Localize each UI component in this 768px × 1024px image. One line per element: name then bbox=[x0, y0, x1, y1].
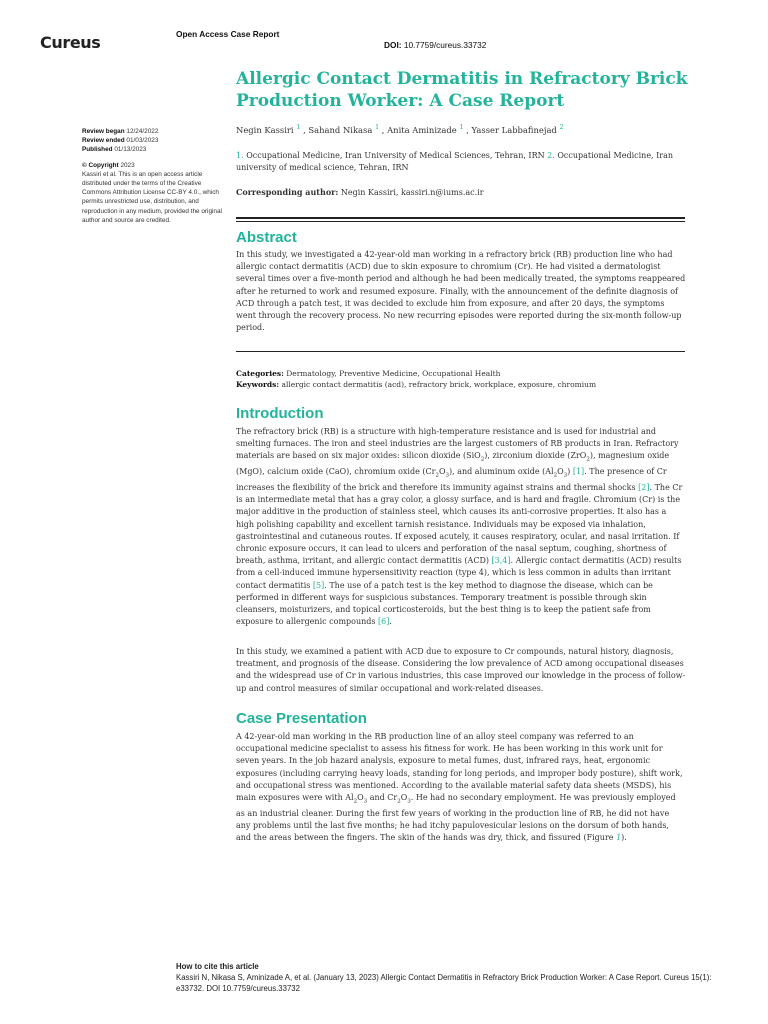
citation-text: Kassiri N, Nikasa S, Aminizade A, et al. (January 13, 2023) Allergic Contact Dermatitis in Refractory Brick Production Worker: A Case Report. Cureus 15(1): e33732. DOI 10.7759/cureus.33732 bbox=[176, 973, 712, 993]
categories bbox=[236, 368, 686, 379]
citation-heading: How to cite this article bbox=[176, 962, 259, 971]
author-affiliation[interactable]: 1 bbox=[374, 123, 380, 131]
doi[interactable] bbox=[384, 40, 486, 50]
doi-value[interactable]: 10.7759/cureus.33732 bbox=[403, 40, 487, 50]
corresponding-author bbox=[236, 187, 686, 197]
reference-link[interactable]: [2] bbox=[638, 483, 650, 492]
affiliation-number: 1. bbox=[236, 151, 244, 160]
copyright-year: 2023 bbox=[120, 161, 135, 169]
introduction-paragraph: The refractory brick (RB) is a structure with high-temperature resistance and is used for industrial and smelting furnaces. The iron and steel industries are the largest customers of RB products in Iran. Refractory materials are based on six major oxides: silicon dioxide (SiO$_2$), zirconium dioxide (ZrO$_2$), magnesium oxide (MgO), calcium oxide (CaO), chromium oxide $(Cr_2O_3)$, and aluminum oxide $(Al_2O_3)$ [1]. The presence of Cr increases the flexibility of the brick and therefore its immunity against strains and thermal shocks [2]. The Cr is an intermediate metal that has a gray color, a glossy surface, and is hard and fragile. Chromium (Cr) is the major additive in the production of stainless steel, which causes its anti-corrosive properties. It also has a high polishing capability and excellent tarnish resistance. Individuals may be exposed via inhalation, gastrointestinal and cutaneous routes. If exposed acutely, it causes respiratory, ocular, and nasal irritation. If chronic exposure occurs, it can lead to ulcers and perforation of the nasal septum, coughing, shortness of breath, asthma, irritant, and allergic contact dermatitis (ACD) [3,4]. Allergic contact dermatitis (ACD) results from a cell-induced immune hypersensitivity reaction (type 4), which is less common in adults than irritant contact dermatitis [5]. The use of a patch test is the key method to diagnose the disease, which can be performed in different ways for suspicious substances. Temporary treatment is possible through skin cleansers, moisturizers, and topical corticosteroids, but the best thing is to keep the patient safe from exposure to allergenic compounds [6]. bbox=[236, 427, 683, 627]
author-name[interactable]: Sahand Nikasa bbox=[308, 124, 373, 135]
review-began bbox=[82, 127, 222, 136]
keywords bbox=[236, 379, 686, 390]
keywords-value: allergic contact dermatitis (acd), refractory brick, workplace, exposure, chromium bbox=[281, 380, 597, 389]
affiliations bbox=[236, 150, 686, 174]
author-name[interactable]: Anita Aminizade bbox=[387, 124, 457, 135]
categories-keywords bbox=[236, 368, 686, 390]
copyright-label: © Copyright bbox=[82, 161, 119, 169]
introduction-heading: Introduction bbox=[236, 405, 324, 422]
categories-label: Categories: bbox=[236, 369, 284, 378]
reference-link[interactable]: [6] bbox=[378, 617, 390, 627]
author-affiliation[interactable]: 2 bbox=[559, 123, 564, 131]
author-name[interactable]: Negin Kassiri bbox=[236, 124, 294, 135]
journal-logo: Cureus bbox=[40, 33, 101, 52]
keywords-label: Keywords: bbox=[236, 380, 280, 389]
author-list: Negin Kassiri $^1$ , Sahand Nikasa $^1$ , Anita Aminizade $^1$ , Yasser Labbafinejad $^2$ bbox=[236, 123, 564, 135]
case-presentation-heading: Case Presentation bbox=[236, 710, 367, 727]
citation-footer bbox=[176, 961, 736, 994]
review-sidebar bbox=[82, 127, 222, 225]
figure-link[interactable]: 1 bbox=[616, 833, 622, 843]
article-title: Allergic Contact Dermatitis in Refractory Brick Production Worker: A Case Report bbox=[236, 69, 688, 111]
review-began-date: 12/24/2022 bbox=[126, 128, 159, 135]
reference-link[interactable]: [1] bbox=[572, 467, 585, 477]
author-affiliation[interactable]: 1 bbox=[459, 123, 464, 131]
abstract-heading: Abstract bbox=[236, 229, 297, 246]
document-type: Open Access Case Report bbox=[176, 29, 280, 39]
reference-link[interactable]: [3,4] bbox=[491, 556, 511, 566]
affiliation-text: Occupational Medicine, Iran University of Medical Sciences, Tehran, IRN bbox=[246, 151, 545, 160]
section-divider bbox=[236, 217, 685, 222]
case-presentation-paragraph: A 42-year-old man working in the RB production line of an alloy steel company was referred to an occupational medicine specialist to assess his fitness for work. He has been working in this work unit for seven years. In the job hazard analysis, exposure to metal fumes, dust, infrared rays, heat, ergonomic exposures (including carrying heavy loads, standing for long periods, and improper body posture), shift work, and occupational stress was mentioned. According to the available material safety data sheets (MSDS), his main exposures were with $Al_2O_3$ and $Cr_2O_3$. He had no secondary employment. He was previously employed as an industrial cleaner. During the first few years of working in the production line of RB, he did not have any problems until the last five months; he had itchy papulovesicular lesions on the dorsum of both hands, and the areas between the fingers. The skin of the hands was dry, thick, and fissured (Figure 1). bbox=[236, 732, 683, 843]
section-divider bbox=[236, 351, 685, 352]
categories-value[interactable]: Dermatology, Preventive Medicine, Occupational Health bbox=[286, 369, 501, 378]
corresponding-value[interactable]: Negin Kassiri, kassiri.n@iums.ac.ir bbox=[340, 188, 484, 197]
published-date: 01/13/2023 bbox=[114, 146, 147, 154]
review-ended-label: Review ended bbox=[82, 137, 125, 145]
introduction-paragraph: In this study, we examined a patient with ACD due to exposure to Cr compounds, natural history, diagnosis, treatment, and prognosis of the disease. Considering the low prevalence of ACD among occupational diseases and the widespread use of Cr in various industries, this case improved our knowledge in the process of follow-up and control measures of similar occupational and work-related diseases. bbox=[236, 647, 686, 693]
review-ended bbox=[82, 136, 222, 145]
doi-label: DOI: bbox=[384, 40, 402, 50]
author-name[interactable]: Yasser Labbafinejad bbox=[471, 124, 557, 135]
affiliation-text: Occupational Medicine, Iran university of medical science, Tehran, IRN bbox=[236, 151, 674, 172]
published bbox=[82, 145, 222, 154]
published-label: Published bbox=[82, 146, 113, 154]
review-began-label: Review began bbox=[82, 128, 125, 135]
review-ended-date: 01/03/2023 bbox=[126, 137, 159, 145]
license-text: Kassiri et al. This is an open access article distributed under the terms of the Creative Commons Attribution License CC-BY 4.0., which permits unrestricted use, distribution, and reproduction in any medium, provided the original author and source are credited. bbox=[82, 170, 222, 224]
abstract-text: In this study, we investigated a 42-year-old man working in a refractory brick (RB) production line who had allergic contact dermatitis (ACD) due to skin exposure to chromium (Cr). He had visited a dermatologist several times over a five-month period and although he had been medically treated, the symptoms reappeared after he returned to work and resumed exposure. Finally, with the announcement of the definite diagnosis of ACD through a patch test, it was decided to exclude him from exposure, and after 20 days, the symptoms went through the recovery process. No new recurring episodes were reported during the six-month follow-up period. bbox=[236, 250, 686, 333]
corresponding-label: Corresponding author: bbox=[236, 187, 339, 197]
reference-link[interactable]: [5] bbox=[312, 580, 325, 590]
copyright bbox=[82, 161, 222, 170]
affiliation-number: 2. bbox=[547, 151, 555, 160]
author-affiliation[interactable]: 1 bbox=[296, 123, 301, 131]
